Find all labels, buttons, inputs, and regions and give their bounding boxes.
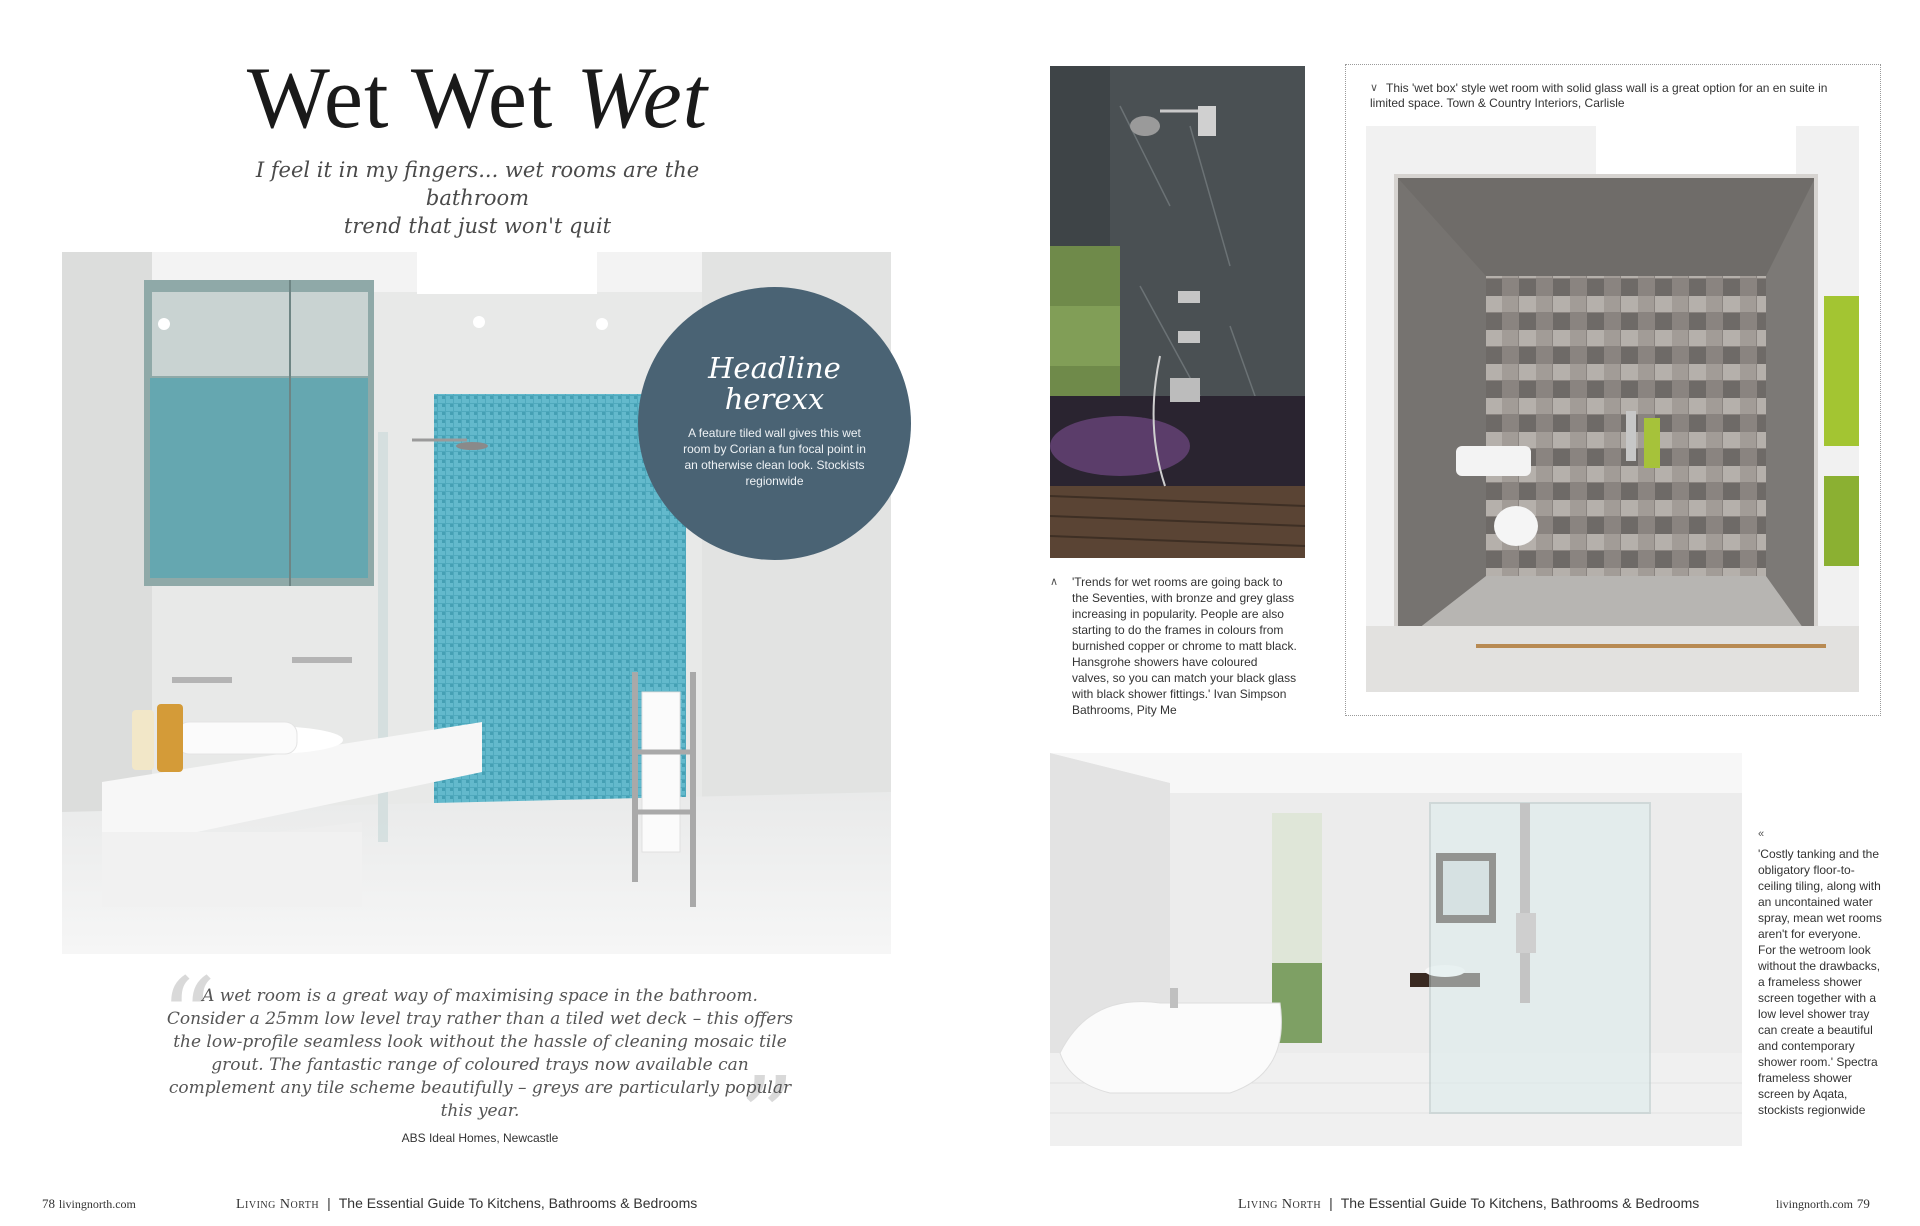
circle-headline bbox=[638, 353, 911, 415]
circle-caption: A feature tiled wall gives this wet room by Corian a fun focal point in an otherwise clean look. Stockists regionwide bbox=[683, 426, 866, 488]
subtitle-line-1: I feel it in my fingers... wet rooms are the bathroom bbox=[255, 158, 700, 210]
pull-quote-text: A wet room is a great way of maximising space in the bathroom. Consider a 25mm low level tray rather than a tiled wet deck – this offers the low-profile seamless look without the hassle of cleaning mosaic tile grout. The fantastic range of coloured trays now available can complement any tile scheme beautifully – greys are particularly popular this year. bbox=[166, 986, 794, 1121]
footer-brand-right: Living North bbox=[1238, 1197, 1322, 1212]
footer-separator-left: | bbox=[327, 1195, 331, 1211]
trends-caption bbox=[1050, 574, 1298, 718]
left-footer-site bbox=[42, 1195, 136, 1212]
page-number-right: 79 bbox=[1856, 1196, 1870, 1211]
chevron-down-double-icon: ∨ bbox=[1370, 82, 1379, 94]
footer-tagline-left: The Essential Guide To Kitchens, Bathrooms & Bedrooms bbox=[338, 1195, 698, 1211]
pull-quote bbox=[155, 954, 805, 1181]
subtitle-line-2: trend that just won't quit bbox=[343, 214, 612, 238]
tanking-caption bbox=[1758, 826, 1882, 1118]
tanking-caption-text: 'Costly tanking and the obligatory floor-to-ceiling tiling, along with an uncontained water spray, mean wet rooms aren't for everyone. For the wetroom look without the drawbacks, a frameless shower screen together with a low level shower tray can create a beautiful and contemporary shower room.' Spectra frameless shower screen by Aqata, stockists regionwide bbox=[1758, 847, 1882, 1117]
headline-circle-callout bbox=[638, 287, 911, 560]
footer-site-left: livingnorth.com bbox=[58, 1197, 136, 1211]
close-quote-mark: ” bbox=[738, 1053, 795, 1181]
circle-headline-line-1: Headline bbox=[708, 351, 841, 385]
article-subtitle bbox=[215, 156, 740, 240]
trends-caption-text: 'Trends for wet rooms are going back to the Seventies, with bronze and grey glass increasing in popularity. People are also starting to do the frames in colours from burnished copper or chrome to matt black. Hansgrohe showers have coloured valves, so you can match your black glass with black shower fittings.' Ivan Simpson Bathrooms, Pity Me bbox=[1072, 575, 1297, 717]
footer-separator-right: | bbox=[1329, 1195, 1333, 1211]
pull-quote-source: ABS Ideal Homes, Newcastle bbox=[401, 1131, 559, 1145]
bath-shower-photo bbox=[1050, 753, 1742, 1146]
footer-site-right: livingnorth.com bbox=[1776, 1197, 1853, 1211]
right-footer-brand bbox=[1238, 1195, 1699, 1213]
article-title bbox=[0, 48, 955, 149]
chevron-left-double-icon: « bbox=[1758, 828, 1765, 840]
title-regular: Wet Wet bbox=[246, 50, 554, 147]
open-quote-mark: “ bbox=[160, 954, 217, 1082]
page-number-left: 78 bbox=[42, 1196, 55, 1211]
dark-shower-photo bbox=[1050, 66, 1305, 558]
title-italic: Wet bbox=[576, 50, 709, 147]
right-footer-site bbox=[1776, 1195, 1870, 1212]
left-footer-brand bbox=[236, 1195, 697, 1213]
footer-tagline-right: The Essential Guide To Kitchens, Bathrooms & Bedrooms bbox=[1340, 1195, 1700, 1211]
circle-headline-line-2: herexx bbox=[724, 382, 825, 416]
footer-brand-left: Living North bbox=[236, 1197, 320, 1212]
wetbox-caption bbox=[1370, 81, 1860, 111]
wetbox-caption-text: This 'wet box' style wet room with solid glass wall is a great option for an en suite in limited space. Town & Country Interiors, Carlisle bbox=[1370, 81, 1828, 110]
wetbox-photo bbox=[1366, 126, 1859, 692]
chevron-up-double-icon: ∧ bbox=[1050, 576, 1059, 588]
